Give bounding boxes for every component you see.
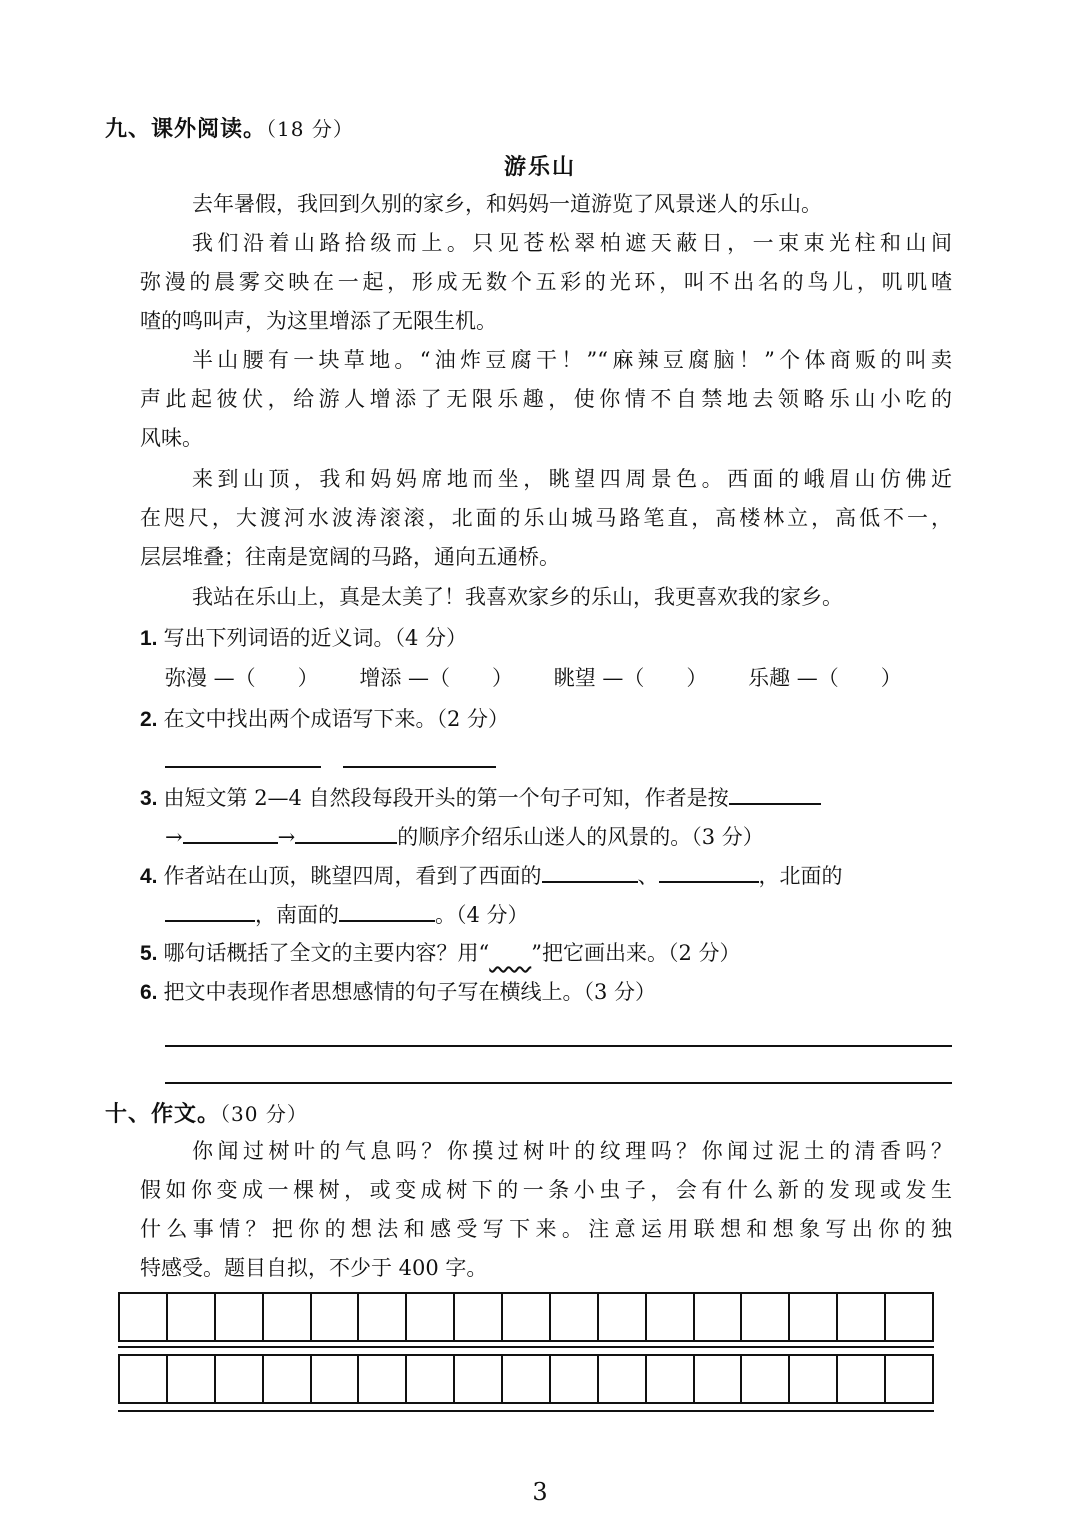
section-9-heading: 九、课外阅读。（18 分） <box>105 117 354 142</box>
grid-row-1[interactable] <box>118 1292 934 1342</box>
answer-line-1[interactable] <box>165 1045 952 1047</box>
answer-line-2[interactable] <box>165 1082 952 1084</box>
writing-grid <box>118 1292 934 1416</box>
q4-west-blank-2[interactable] <box>659 859 759 883</box>
synonym-blanks <box>165 662 936 692</box>
passage-paragraph-3: 半山腰有一块草地。“油炸豆腐干！”“麻辣豆腐脑！”个体商贩的叫卖 声此起彼伏，给游人增添了无限乐趣，使你情不自禁地去领略乐山小吃的 风味。 <box>140 348 952 450</box>
question-3: 3. 由短文第 2—4 自然段每段开头的第一个句子可知，作者是按 <box>140 781 821 812</box>
grid-separator <box>118 1346 934 1348</box>
synonym-blank-1[interactable]: 弥漫 —（ ） <box>165 666 319 690</box>
q4-north-blank[interactable] <box>165 898 255 922</box>
q4-south-blank[interactable] <box>339 898 435 922</box>
synonym-blank-4[interactable]: 乐趣 —（ ） <box>748 666 902 690</box>
grid-row-2[interactable] <box>118 1354 934 1404</box>
question-3-continued: → → 的顺序介绍乐山迷人的风景的。（3 分） <box>165 820 764 851</box>
grid-bottom-line <box>118 1410 934 1412</box>
section-10-heading: 十、作文。（30 分） <box>105 1102 308 1127</box>
wavy-underline-mark <box>489 941 531 965</box>
question-4-continued: ，南面的 。（4 分） <box>165 898 529 929</box>
q3-blank-3[interactable] <box>295 820 397 844</box>
question-6: 6. 把文中表现作者思想感情的句子写在横线上。（3 分） <box>140 980 657 1004</box>
q4-west-blank-1[interactable] <box>542 859 638 883</box>
arrow-icon: → <box>277 825 296 849</box>
q3-blank-2[interactable] <box>183 820 278 844</box>
passage-paragraph-5: 我站在乐山上，真是太美了！我喜欢家乡的乐山，我更喜欢我的家乡。 <box>192 585 843 609</box>
idiom-answer-line-2[interactable] <box>343 766 496 768</box>
arrow-icon: → <box>165 825 183 849</box>
question-1: 1. 写出下列词语的近义词。（4 分） <box>140 626 468 650</box>
passage-paragraph-2: 我们沿着山路拾级而上。只见苍松翠柏遮天蔽日，一束束光柱和山间 弥漫的晨雾交映在一起，形成无数个五彩的光环，叫不出名的鸟儿，叽叽喳 喳的鸣叫声，为这里增添了无限生机。 <box>140 231 952 333</box>
passage-paragraph-1: 去年暑假，我回到久别的家乡，和妈妈一道游览了风景迷人的乐山。 <box>192 192 822 216</box>
passage-paragraph-4: 来到山顶，我和妈妈席地而坐，眺望四周景色。西面的峨眉山仿佛近 在咫尺，大渡河水波涛滚滚，北面的乐山城马路笔直，高楼林立，高低不一， 层层堆叠；往南是宽阔的马路，通向五通桥。 <box>140 467 952 569</box>
question-2: 2. 在文中找出两个成语写下来。（2 分） <box>140 707 510 731</box>
q3-blank-1[interactable] <box>729 781 821 805</box>
question-4: 4. 作者站在山顶，眺望四周，看到了西面的 、 ，北面的 <box>140 859 843 890</box>
synonym-blank-3[interactable]: 眺望 —（ ） <box>553 666 708 690</box>
passage-title: 游乐山 <box>503 155 576 180</box>
page-number: 3 <box>532 1478 548 1506</box>
idiom-answer-line-1[interactable] <box>165 766 321 768</box>
synonym-blank-2[interactable]: 增添 —（ ） <box>359 666 514 690</box>
question-5: 5. 哪句话概括了全文的主要内容？用“ ”把它画出来。（2 分） <box>140 941 741 965</box>
composition-prompt: 你闻过树叶的气息吗？你摸过树叶的纹理吗？你闻过泥土的清香吗？ 假如你变成一棵树，或变成树下的一条小虫子，会有什么新的发现或发生 什么事情？把你的想法和感受写下来。注意运用联想和想象写出你的独 特感受。题目自拟，不少于 400 字。 <box>140 1139 952 1280</box>
